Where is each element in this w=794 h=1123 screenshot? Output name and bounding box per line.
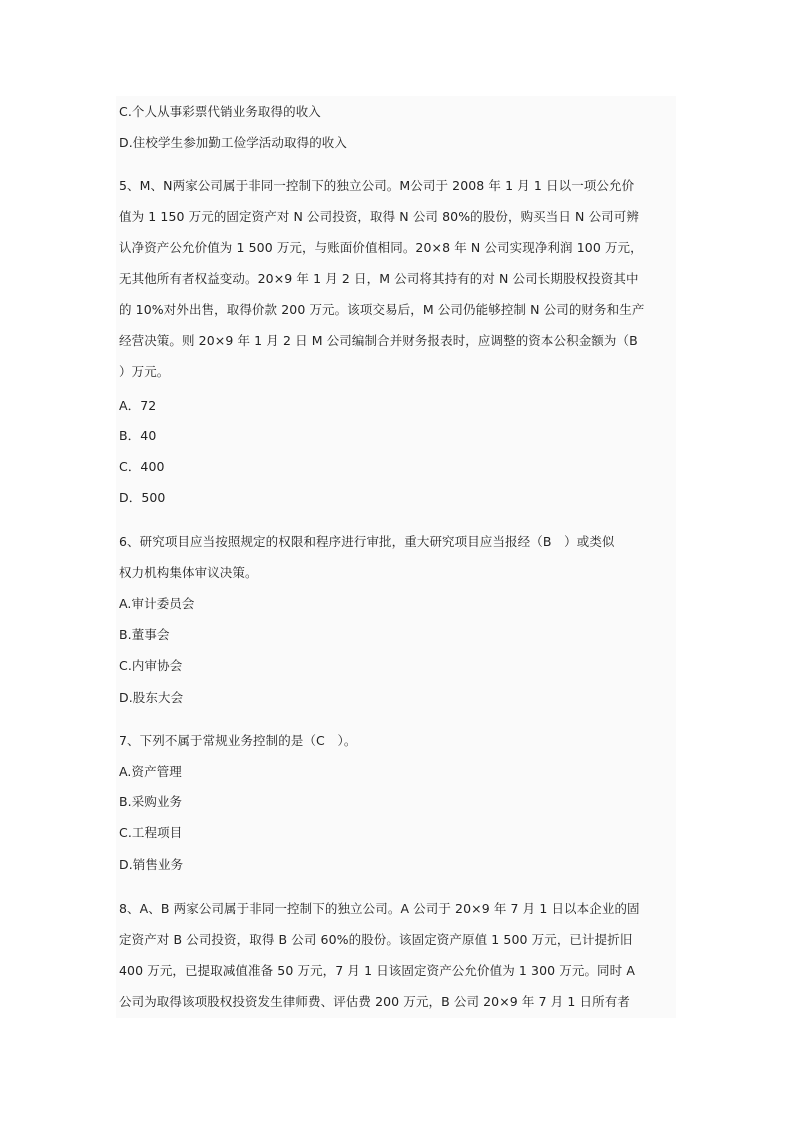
- question-8-line-2: 定资产对 B 公司投资，取得 B 公司 60%的股份。该固定资产原值 1 500 万元，已计提折旧: [119, 932, 633, 947]
- question-7-option-a: A.资产管理: [119, 764, 182, 779]
- question-6-option-c: C.内审协会: [119, 658, 183, 673]
- question-5-line-1: 5、M、N两家公司属于非同一控制下的独立公司。M公司于 2008 年 1 月 1 日以一项公允价: [119, 178, 635, 193]
- question-5-line-5: 的 10%对外出售，取得价款 200 万元。该项交易后，M 公司仍能够控制 N 公司的财务和生产: [119, 302, 645, 317]
- question-5-line-6: 经营决策。则 20×9 年 1 月 2 日 M 公司编制合并财务报表时，应调整的资本公积金额为（B: [119, 333, 638, 348]
- question-7-option-d: D.销售业务: [119, 857, 184, 872]
- question-8-line-4: 公司为取得该项股权投资发生律师费、评估费 200 万元，B 公司 20×9 年 7 月 1 日所有者: [119, 994, 630, 1009]
- question-7-option-b: B.采购业务: [119, 794, 183, 809]
- question-5-line-4: 无其他所有者权益变动。20×9 年 1 月 2 日，M 公司将其持有的对 N 公司长期股权投资其中: [119, 271, 639, 286]
- text-line-option-d: D.住校学生参加勤工俭学活动取得的收入: [119, 135, 347, 150]
- question-7-option-c: C.工程项目: [119, 825, 183, 840]
- text-line-option-c: C.个人从事彩票代销业务取得的收入: [119, 104, 321, 119]
- question-5-option-a: A．72: [119, 398, 157, 413]
- question-5-line-2: 值为 1 150 万元的固定资产对 N 公司投资，取得 N 公司 80%的股份，购买当日 N 公司可辨: [119, 209, 639, 224]
- question-5-option-d: D．500: [119, 490, 166, 505]
- question-5-line-3: 认净资产公允价值为 1 500 万元，与账面价值相同。20×8 年 N 公司实现净利润 100 万元，: [119, 240, 643, 255]
- question-5-option-b: B．40: [119, 428, 157, 443]
- question-5-line-7: ）万元。: [119, 364, 170, 379]
- document-page-content: [116, 96, 676, 1018]
- question-6-line-1: 6、研究项目应当按照规定的权限和程序进行审批，重大研究项目应当报经（B ）或类似: [119, 534, 615, 549]
- question-7-line-1: 7、下列不属于常规业务控制的是（C ）。: [119, 733, 357, 748]
- question-8-line-1: 8、A、B 两家公司属于非同一控制下的独立公司。A 公司于 20×9 年 7 月 1 日以本企业的固: [119, 901, 640, 916]
- question-5-option-c: C．400: [119, 459, 165, 474]
- question-6-option-d: D.股东大会: [119, 690, 184, 705]
- question-6-option-a: A.审计委员会: [119, 596, 195, 611]
- question-6-option-b: B.董事会: [119, 627, 170, 642]
- question-8-line-3: 400 万元，已提取减值准备 50 万元，7 月 1 日该固定资产公允价值为 1 300 万元。同时 A: [119, 963, 635, 978]
- question-6-line-2: 权力机构集体审议决策。: [119, 565, 258, 580]
